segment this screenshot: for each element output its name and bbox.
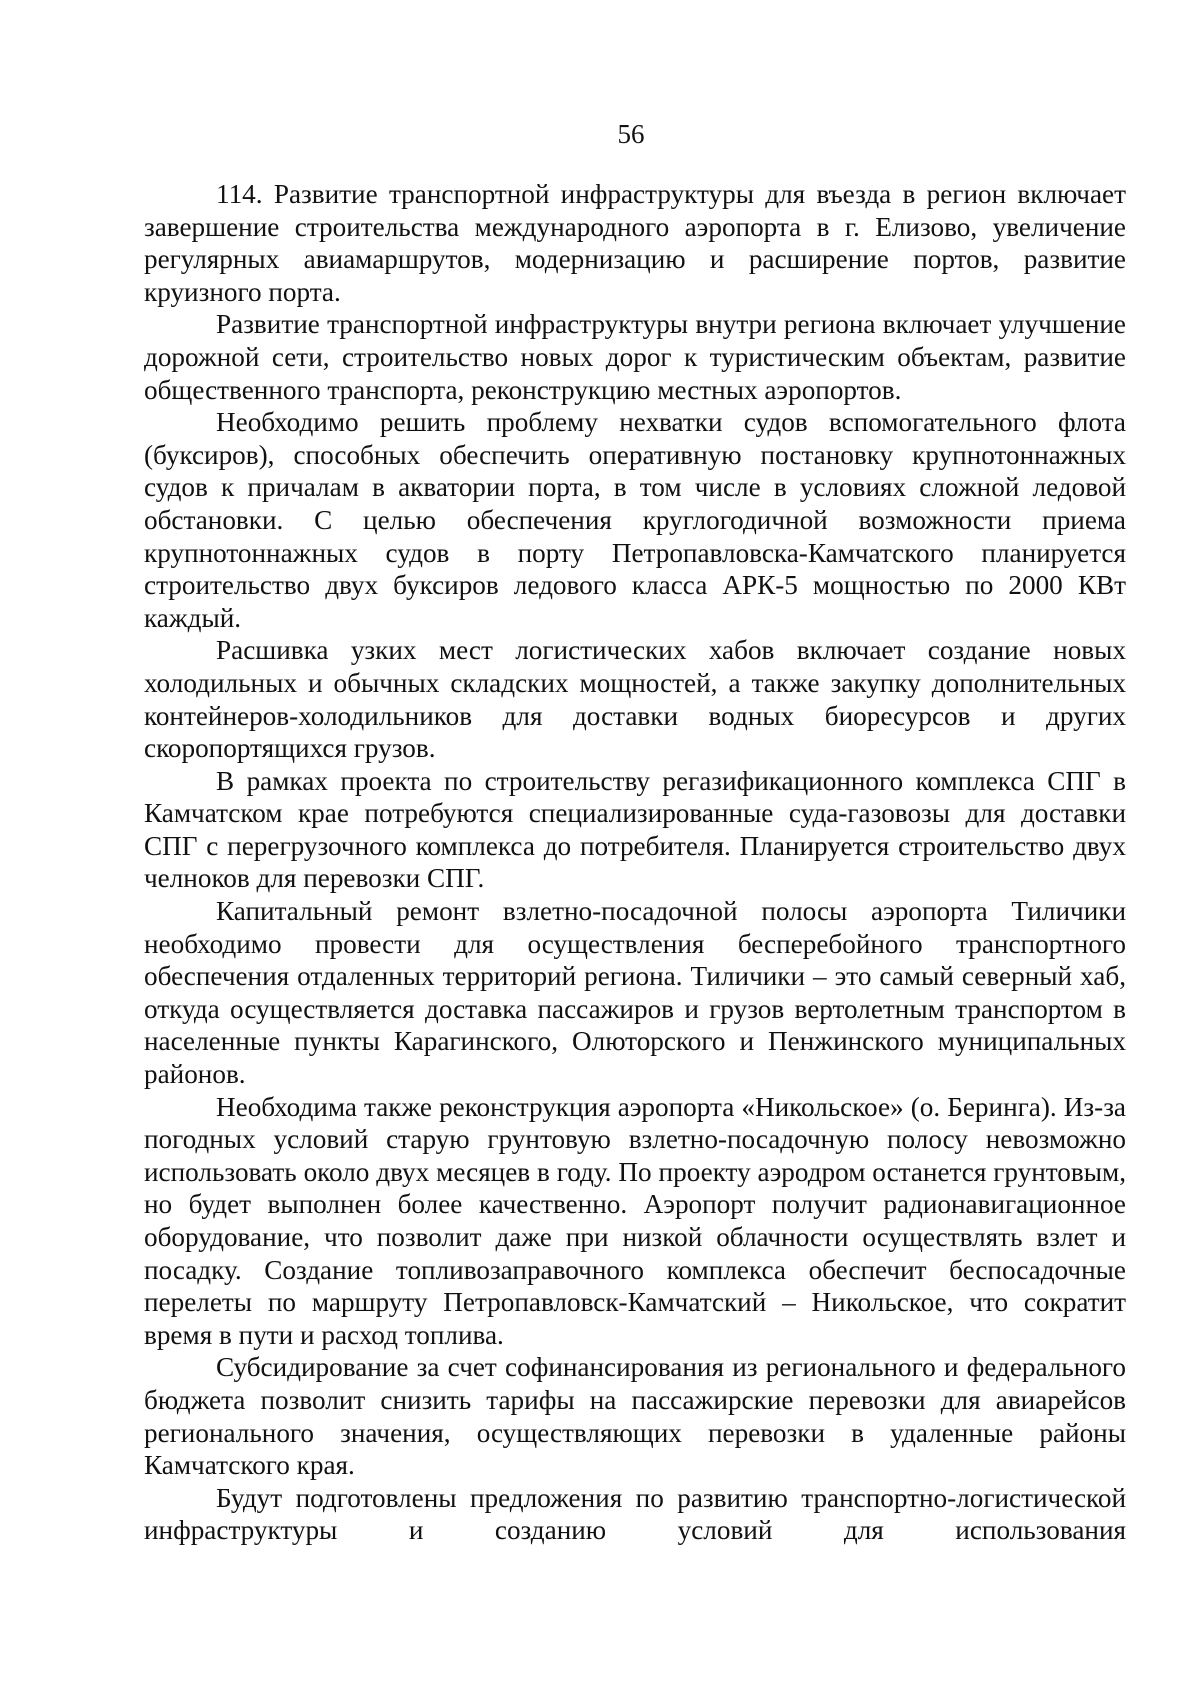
paragraph-lng-complex: В рамках проекта по строительству регазификационного комплекса СПГ в Камчатском крае потребуются специализированные суда-газовозы для доставки СПГ с перегрузочного комплекса до потребителя. Планируется строительство двух челноков для перевозки СПГ. xyxy=(144,765,1126,894)
paragraph-logistics-hubs: Расшивка узких мест логистических хабов включает создание новых холодильных и обычных складских мощностей, а также закупку дополнительных контейнеров-холодильников для доставки водных биоресурсов и других скоропортящихся грузов. xyxy=(144,635,1126,764)
paragraph-transport-entry: 114. Развитие транспортной инфраструктуры для въезда в регион включает завершение строительства международного аэропорта в г. Елизово, увеличение регулярных авиамаршрутов, модернизацию и расширение портов, развитие круизного порта. xyxy=(144,179,1126,307)
page-number: 56 xyxy=(617,119,645,149)
document-body xyxy=(144,178,1126,1547)
paragraph-tilichiki-airport: Капитальный ремонт взлетно-посадочной полосы аэропорта Тиличики необходимо провести для осуществления бесперебойного транспортного обеспечения отдаленных территорий региона. Тиличики – это самый северный хаб, откуда осуществляется доставка пассажиров и грузов вертолетным транспортом в населенные пункты Карагинского, Олюторского и Пенжинского муниципальных районов. xyxy=(144,896,1126,1090)
paragraph-proposals: Будут подготовлены предложения по развитию транспортно-логистической инфраструктуры и созданию условий для использования xyxy=(144,1482,1126,1546)
paragraph-nikolskoye-airport: Необходима также реконструкция аэропорта «Никольское» (о. Беринга). Из-за погодных условий старую грунтовую взлетно-посадочную полосу невозможно использовать около двух месяцев в году. По проекту аэродром останется грунтовым, но будет выполнен более качественно. Аэропорт получит радионавигационное оборудование, что позволит даже при низкой облачности осуществлять взлет и посадку. Создание топливозаправочного комплекса обеспечит беспосадочные перелеты по маршруту Петропавловск-Камчатский – Никольское, что сократит время в пути и расход топлива. xyxy=(144,1091,1126,1350)
paragraph-tugboats: Необходимо решить проблему нехватки судов вспомогательного флота (буксиров), способных обеспечить оперативную постановку крупнотоннажных судов к причалам в акватории порта, в том числе в условиях сложной ледовой обстановки. С целью обеспечения круглогодичной возможности приема крупнотоннажных судов в порту Петропавловска-Камчатского планируется строительство двух буксиров ледового класса АРК-5 мощностью по 2000 КВт каждый. xyxy=(144,407,1126,633)
paragraph-transport-internal: Развитие транспортной инфраструктуры внутри региона включает улучшение дорожной сети, строительство новых дорог к туристическим объектам, развитие общественного транспорта, реконструкцию местных аэропортов. xyxy=(144,309,1126,405)
paragraph-subsidies: Субсидирование за счет софинансирования из регионального и федерального бюджета позволит снизить тарифы на пассажирские перевозки для авиарейсов регионального значения, осуществляющих перевозки в удаленные районы Камчатского края. xyxy=(144,1352,1126,1481)
